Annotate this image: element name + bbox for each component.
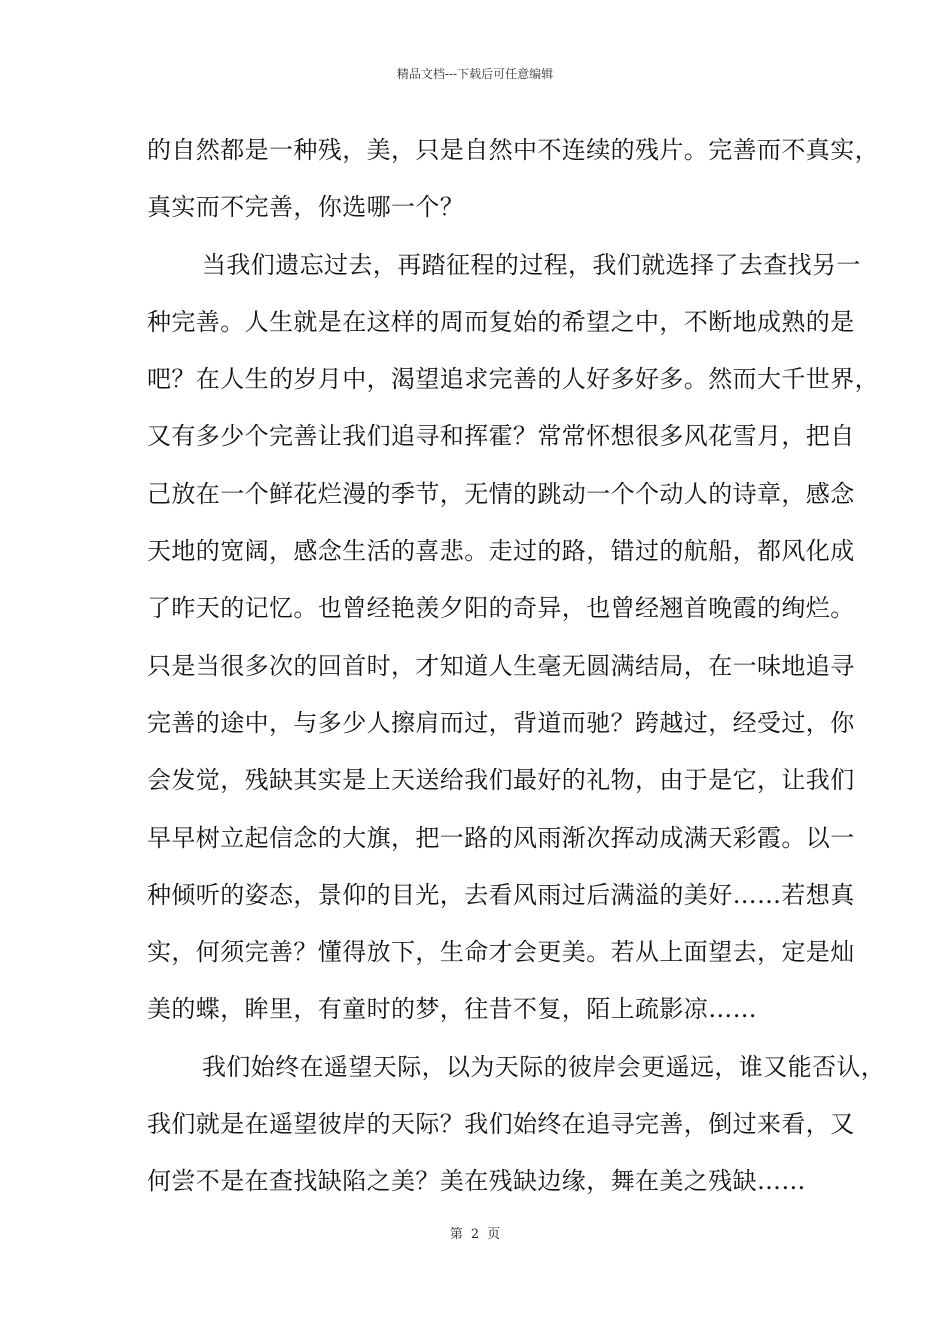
text-line: 吧？在人生的岁月中，渴望追求完善的人好多好多。然而大千世界， [147, 365, 879, 394]
text-line: 天地的宽阔，感念生活的喜悲。走过的路，错过的航船，都风化成 [147, 537, 855, 566]
page-footer [0, 1226, 950, 1244]
paragraph-first-line: 我们始终在遥望天际，以为天际的彼岸会更遥远，谁又能否认， [202, 1052, 886, 1081]
text-line: 己放在一个鲜花烂漫的季节，无情的跳动一个个动人的诗章，感念 [147, 479, 855, 508]
text-line: 我们就是在遥望彼岸的天际？我们始终在追寻完善，倒过来看，又 [147, 1110, 855, 1139]
text-line: 实，何须完善？懂得放下，生命才会更美。若从上面望去，定是灿 [147, 938, 855, 967]
page-suffix: 页 [487, 1227, 501, 1242]
text-line: 了昨天的记忆。也曾经艳羡夕阳的奇异，也曾经翘首晚霞的绚烂。 [147, 594, 855, 623]
text-line: 美的蝶，眸里，有童时的梦，往昔不复，陌上疏影凉…… [147, 995, 757, 1024]
page-prefix: 第 [449, 1227, 463, 1242]
text-line: 真实而不完善，你选哪一个？ [147, 193, 465, 222]
text-line: 种倾听的姿态，景仰的目光，去看风雨过后满溢的美好……若想真 [147, 880, 855, 909]
text-line: 会发觉，残缺其实是上天送给我们最好的礼物，由于是它，让我们 [147, 766, 855, 795]
page-header: 精品文档---下载后可任意编辑 [396, 67, 554, 81]
text-line: 完善的途中，与多少人擦肩而过，背道而驰？跨越过，经受过，你 [147, 708, 855, 737]
text-line: 早早树立起信念的大旗，把一路的风雨渐次挥动成满天彩霞。以一 [147, 823, 855, 852]
body-text [147, 130, 886, 1219]
text-line: 种完善。人生就是在这样的周而复始的希望之中，不断地成熟的是 [147, 307, 855, 336]
paragraph-first-line: 当我们遗忘过去，再踏征程的过程，我们就选择了去查找另一 [202, 250, 861, 279]
page-number: 2 [470, 1227, 480, 1242]
text-line: 只是当很多次的回首时，才知道人生毫无圆满结局，在一味地追寻 [147, 651, 855, 680]
text-line: 又有多少个完善让我们追寻和挥霍？常常怀想很多风花雪月，把自 [147, 422, 855, 451]
text-line: 何尝不是在查找缺陷之美？美在残缺边缘，舞在美之残缺…… [147, 1167, 806, 1196]
text-line: 的自然都是一种残，美，只是自然中不连续的残片。完善而不真实， [147, 136, 879, 164]
